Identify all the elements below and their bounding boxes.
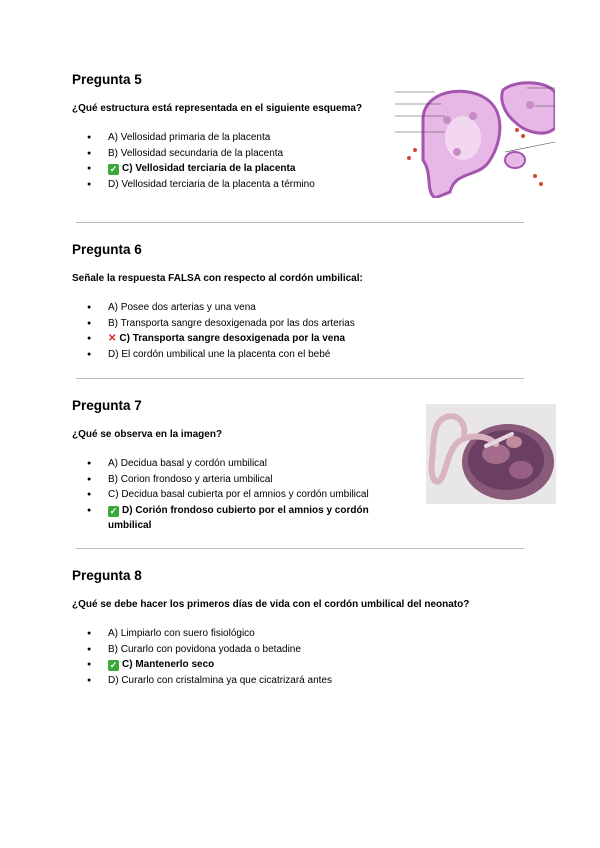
question-prompt: Señale la respuesta FALSA con respecto al cordón umbilical:: [72, 273, 363, 284]
options-list: [72, 130, 392, 192]
question-title: Pregunta 6: [72, 242, 142, 257]
option-a: ● A) Vellosidad primaria de la placenta: [72, 130, 392, 146]
check-icon: ✓: [109, 660, 118, 670]
option-c-correct: ● ✓ C) Mantenerlo seco: [72, 657, 527, 673]
check-icon: ✓: [109, 164, 118, 174]
divider: [76, 548, 524, 549]
question-8: [72, 568, 527, 688]
placenta-photo: [426, 404, 556, 504]
divider: [76, 222, 524, 223]
question-7: [72, 398, 402, 534]
cross-icon: ✕: [108, 333, 117, 344]
options-list: [72, 456, 402, 534]
option-a: ● A) Posee dos arterias y una vena: [72, 300, 527, 316]
question-5: [72, 72, 392, 192]
option-c-false: ● ✕ C) Transporta sangre desoxigenada por la vena: [72, 331, 527, 347]
option-c: ● C) Decidua basal cubierta por el amnios y cordón umbilical: [72, 487, 402, 503]
option-a: ● A) Decidua basal y cordón umbilical: [72, 456, 402, 472]
divider: [76, 378, 524, 379]
option-a: ● A) Limpiarlo con suero fisiológico: [72, 626, 527, 642]
option-c-correct: ● ✓ C) Vellosidad terciaria de la placenta: [72, 161, 392, 177]
options-list: [72, 626, 527, 688]
question-prompt: ¿Qué estructura está representada en el siguiente esquema?: [72, 103, 363, 114]
option-b: ● B) Vellosidad secundaria de la placenta: [72, 146, 392, 162]
villus-histology-figure: [395, 80, 555, 198]
check-icon: ✓: [109, 505, 118, 516]
option-b: ● B) Curarlo con povidona yodada o betadine: [72, 642, 527, 658]
question-6: [72, 242, 527, 362]
option-d-correct: ● ✓ D) Corión frondoso cubierto por el amnios y cordón umbilical: [72, 503, 402, 534]
option-b: ● B) Transporta sangre desoxigenada por las dos arterias: [72, 316, 527, 332]
question-prompt: ¿Qué se observa en la imagen?: [72, 429, 223, 440]
question-prompt: ¿Qué se debe hacer los primeros días de vida con el cordón umbilical del neonato?: [72, 599, 470, 610]
option-d: ● D) Curarlo con cristalmina ya que cicatrizará antes: [72, 673, 527, 689]
option-d: ● D) Vellosidad terciaria de la placenta a término: [72, 177, 392, 193]
question-title: Pregunta 7: [72, 398, 142, 413]
option-b: ● B) Corion frondoso y arteria umbilical: [72, 472, 402, 488]
question-title: Pregunta 8: [72, 568, 142, 583]
option-d: ● D) El cordón umbilical une la placenta con el bebé: [72, 347, 527, 363]
options-list: [72, 300, 527, 362]
question-title: Pregunta 5: [72, 72, 142, 87]
